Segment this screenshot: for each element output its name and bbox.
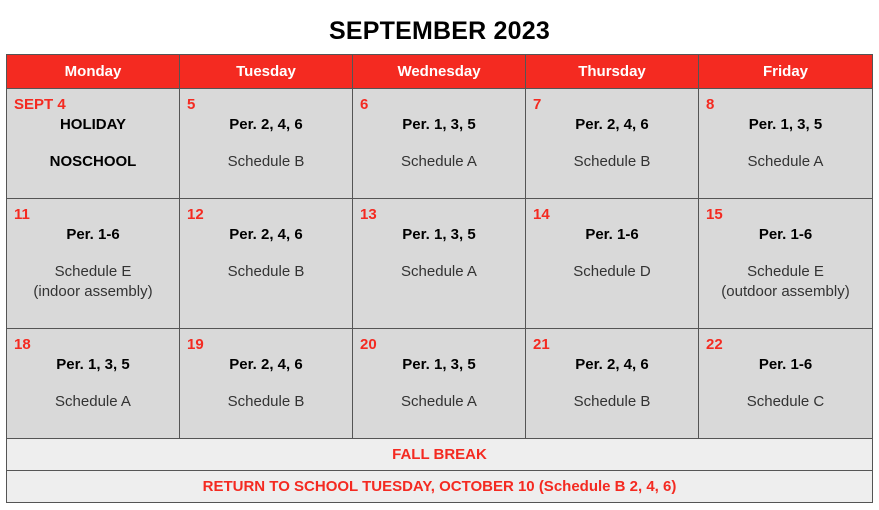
day-schedule: Schedule A	[55, 393, 131, 410]
day-date: 20	[360, 336, 377, 353]
day-periods: Per. 2, 4, 6	[575, 356, 649, 373]
day-periods: Per. 2, 4, 6	[229, 116, 303, 133]
day-schedule: Schedule A	[401, 263, 477, 280]
day-schedule: Schedule C	[746, 393, 825, 410]
weekday-header-thursday: Thursday	[526, 55, 699, 89]
day-note: (outdoor assembly)	[721, 283, 850, 300]
day-periods: HOLIDAY	[59, 116, 127, 133]
day-schedule: Schedule A	[401, 393, 477, 410]
day-periods: Per. 2, 4, 6	[229, 356, 303, 373]
day-periods: Per. 2, 4, 6	[229, 226, 303, 243]
day-date: 5	[187, 96, 196, 113]
page-title: SEPTEMBER 2023	[329, 17, 550, 45]
day-schedule: Schedule B	[227, 153, 305, 170]
day-periods: Per. 1, 3, 5	[402, 226, 476, 243]
day-cell-19	[180, 329, 353, 439]
day-cell-14	[526, 199, 699, 329]
weekday-header-wednesday: Wednesday	[353, 55, 526, 89]
weekday-header-tuesday: Tuesday	[180, 55, 353, 89]
fall-break-row	[7, 439, 873, 471]
day-date: 18	[14, 336, 31, 353]
day-cell-6	[353, 89, 526, 199]
day-schedule: Schedule B	[573, 153, 651, 170]
day-schedule: Schedule E	[54, 263, 132, 280]
day-date: 13	[360, 206, 377, 223]
return-row	[7, 471, 873, 503]
day-cell-18	[7, 329, 180, 439]
day-schedule: Schedule B	[227, 263, 305, 280]
week-row-3	[7, 329, 873, 439]
day-periods: Per. 1, 3, 5	[56, 356, 130, 373]
day-note: (indoor assembly)	[33, 283, 153, 300]
weekday-header-row	[7, 55, 873, 89]
day-date: 22	[706, 336, 723, 353]
day-date: 8	[706, 96, 715, 113]
calendar-table	[6, 54, 873, 503]
day-cell-13	[353, 199, 526, 329]
day-date: 7	[533, 96, 542, 113]
day-schedule: Schedule E	[747, 263, 824, 280]
day-cell-11	[7, 199, 180, 329]
weekday-header-friday: Friday	[699, 55, 873, 89]
day-periods: Per. 1-6	[585, 226, 639, 243]
day-date: 21	[533, 336, 550, 353]
day-periods: Per. 1, 3, 5	[748, 116, 823, 133]
day-cell-sept-4	[7, 89, 180, 199]
day-date: 12	[187, 206, 204, 223]
return-to-school-banner: RETURN TO SCHOOL TUESDAY, OCTOBER 10 (Schedule B 2, 4, 6)	[7, 471, 873, 503]
day-cell-22	[699, 329, 873, 439]
day-periods: Per. 1, 3, 5	[402, 356, 476, 373]
day-cell-7	[526, 89, 699, 199]
day-schedule: Schedule B	[227, 393, 305, 410]
day-date: 19	[187, 336, 204, 353]
day-periods: Per. 1, 3, 5	[402, 116, 476, 133]
day-date: SEPT 4	[14, 96, 66, 113]
day-cell-21	[526, 329, 699, 439]
week-row-1	[7, 89, 873, 199]
day-schedule: Schedule A	[747, 153, 824, 170]
day-schedule: Schedule B	[573, 393, 651, 410]
fall-break-banner: FALL BREAK	[7, 439, 873, 471]
day-date: 14	[533, 206, 550, 223]
week-row-2	[7, 199, 873, 329]
day-cell-15	[699, 199, 873, 329]
day-date: 15	[706, 206, 723, 223]
day-date: 11	[14, 206, 30, 223]
weekday-header-monday: Monday	[7, 55, 180, 89]
day-cell-5	[180, 89, 353, 199]
day-cell-20	[353, 329, 526, 439]
day-cell-8	[699, 89, 873, 199]
day-periods: Per. 1-6	[758, 226, 813, 243]
day-schedule: Schedule A	[401, 153, 477, 170]
day-periods: Per. 1-6	[758, 356, 813, 373]
day-schedule: Schedule D	[573, 263, 651, 280]
day-date: 6	[360, 96, 369, 113]
day-periods: Per. 2, 4, 6	[575, 116, 649, 133]
day-schedule: NOSCHOOL	[49, 153, 137, 170]
day-cell-12	[180, 199, 353, 329]
day-periods: Per. 1-6	[66, 226, 120, 243]
